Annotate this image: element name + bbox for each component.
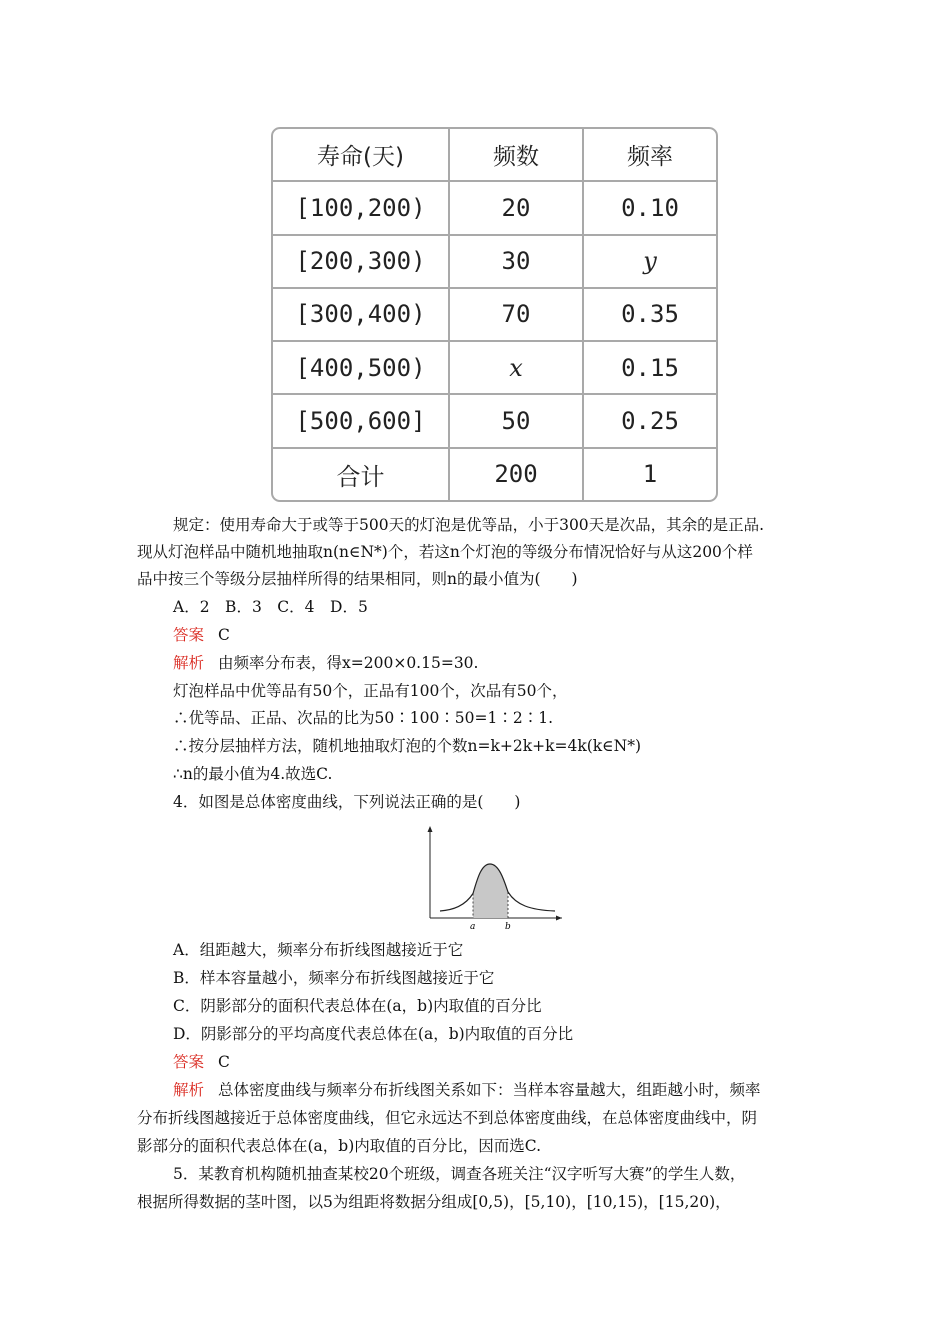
analysis-text-line: ∴优等品、正品、次品的比为50∶100∶50=1∶2∶1. [173, 709, 554, 727]
table-row [273, 395, 716, 448]
table-row [273, 289, 716, 342]
table-header-row [273, 129, 716, 182]
rule-text-line: 品中按三个等级分层抽样所得的结果相同，则n的最小值为( ) [137, 570, 578, 588]
rule-text-line: 现从灯泡样品中随机地抽取n(n∈N*)个，若这n个灯泡的等级分布情况恰好与从这200个样 [137, 543, 753, 561]
rule-text-line: 规定：使用寿命大于或等于500天的灯泡是优等品，小于300天是次品，其余的是正品. [173, 516, 765, 534]
q4-option-c: C．阴影部分的面积代表总体在(a，b)内取值的百分比 [173, 997, 542, 1015]
table-row [273, 449, 716, 500]
table-row [273, 236, 716, 289]
table-cell: x [450, 342, 584, 395]
table-cell: [400,500) [273, 342, 450, 395]
analysis-text: 总体密度曲线与频率分布折线图关系如下：当样本容量越大，组距越小时，频率 [218, 1081, 761, 1099]
analysis-label: 解析 [173, 654, 205, 672]
table-cell: 0.15 [584, 342, 716, 395]
table-cell: 0.35 [584, 289, 716, 342]
header-frequency: 频率 [584, 129, 716, 182]
q5-text-line: 5．某教育机构随机抽查某校20个班级，调查各班关注“汉字听写大赛”的学生人数， [173, 1165, 746, 1183]
table-cell: [100,200) [273, 182, 450, 235]
shaded-area [473, 864, 508, 918]
table-cell: 50 [450, 395, 584, 448]
header-count: 频数 [450, 129, 584, 182]
q4-option-b: B．样本容量越小，频率分布折线图越接近于它 [173, 969, 495, 987]
analysis-text-line: 分布折线图越接近于总体密度曲线，但它永远达不到总体密度曲线，在总体密度曲线中，阴 [137, 1109, 758, 1127]
q4-option-a: A．组距越大，频率分布折线图越接近于它 [173, 941, 464, 959]
table-cell: 20 [450, 182, 584, 235]
table-row [273, 342, 716, 395]
label-a: a [470, 922, 476, 932]
y-axis-arrow-icon [428, 826, 433, 832]
table-cell: 0.10 [584, 182, 716, 235]
q4-stem: 4．如图是总体密度曲线，下列说法正确的是( ) [173, 793, 521, 811]
analysis-text-line: 影部分的面积代表总体在(a，b)内取值的百分比，因而选C. [137, 1137, 541, 1155]
table-row [273, 182, 716, 235]
density-curve-figure [420, 822, 566, 934]
answer-value: C [218, 1053, 230, 1071]
analysis-text-line: ∴按分层抽样方法，随机地抽取灯泡的个数n=k+2k+k=4k(k∈N*) [173, 737, 641, 755]
q3-options: A．2 B．3 C．4 D．5 [173, 598, 368, 616]
analysis-label: 解析 [173, 1081, 205, 1099]
table-cell: 1 [642, 460, 658, 489]
analysis-text-line: 灯泡样品中优等品有50个，正品有100个，次品有50个， [173, 682, 568, 700]
table-cell: 70 [450, 289, 584, 342]
table-cell: 30 [450, 236, 584, 289]
table-cell: [200,300) [273, 236, 450, 289]
x-axis-arrow-icon [556, 916, 562, 921]
table-cell: 0.25 [584, 395, 716, 448]
answer-label: 答案 [173, 626, 205, 644]
table-cell: y [584, 236, 716, 289]
table-cell: [500,600] [273, 395, 450, 448]
answer-label: 答案 [173, 1053, 205, 1071]
label-b: b [505, 922, 511, 932]
table-cell: 200 [450, 449, 584, 500]
header-lifespan: 寿命(天) [273, 129, 450, 182]
table-cell: 合计 [273, 449, 450, 500]
q3-analysis-line [173, 653, 478, 673]
q3-answer-line [173, 625, 230, 645]
q4-analysis-line [173, 1080, 761, 1100]
q4-answer-line [173, 1052, 230, 1072]
q5-text-line: 根据所得数据的茎叶图，以5为组距将数据分组成[0,5)，[5,10)，[10,15)，[15,20)， [137, 1193, 731, 1211]
answer-value: C [218, 626, 230, 644]
analysis-text-line: ∴n的最小值为4.故选C. [173, 765, 333, 783]
frequency-table [271, 127, 718, 502]
q4-option-d: D．阴影部分的平均高度代表总体在(a，b)内取值的百分比 [173, 1025, 574, 1043]
analysis-text: 由频率分布表，得x=200×0.15=30. [218, 654, 479, 672]
table-cell: [300,400) [273, 289, 450, 342]
